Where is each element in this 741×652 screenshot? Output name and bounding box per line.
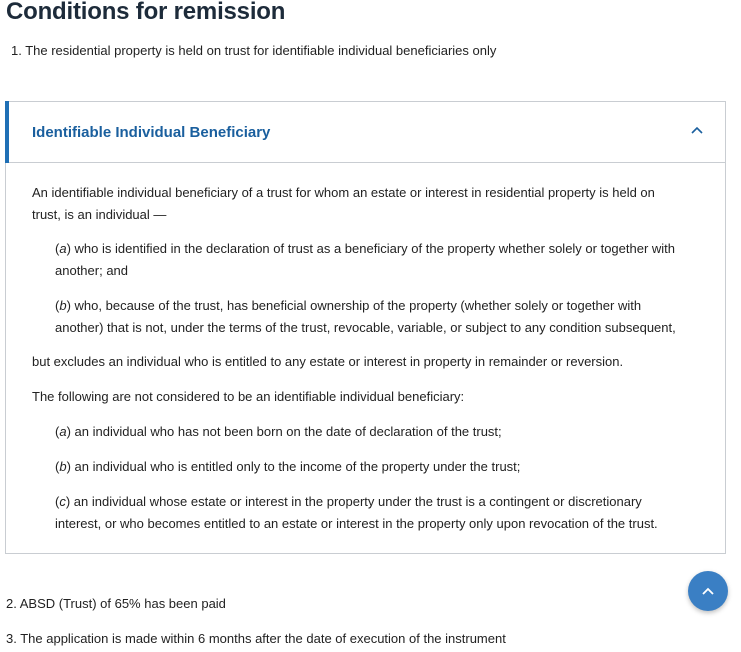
criterion-text-line-1: who, because of the trust, has beneficial ownership of the property (whether solely or together with <box>74 298 642 313</box>
criterion-a: (a) who is identified in the declaration of trust as a beneficiary of the property whether solely or together with another; and <box>55 241 676 278</box>
accordion-identifiable-individual-beneficiary <box>5 101 726 554</box>
criterion-marker: b <box>59 298 67 313</box>
accordion-header[interactable] <box>6 102 725 163</box>
criterion-marker: c <box>59 494 66 509</box>
back-to-top-button[interactable] <box>688 571 728 611</box>
criterion-text-line-1: an individual who has not been born on the date of declaration of the trust; <box>74 424 502 439</box>
criterion-marker: a <box>59 241 67 256</box>
not-considered-heading: The following are not considered to be an identifiable individual beneficiary: <box>32 389 465 404</box>
condition-2: 2. ABSD (Trust) of 65% has been paid <box>6 596 226 611</box>
intro-paragraph <box>32 182 655 226</box>
not-considered-a: (a) an individual who has not been born on the date of declaration of the trust; <box>55 424 502 439</box>
criterion-marker: a <box>59 424 67 439</box>
page-title: Conditions for remission <box>6 0 286 25</box>
intro-line-1: An identifiable individual beneficiary of a trust for whom an estate or interest in residential property is held on <box>32 185 655 200</box>
criterion-b: (b) who, because of the trust, has beneficial ownership of the property (whether solely or together with another) that is not, under the terms of the trust, revocable, variable, or subject to any condition subsequent, <box>55 298 676 335</box>
criterion-text-line-1: who is identified in the declaration of trust as a beneficiary of the property whether solely or together with <box>74 241 676 256</box>
accordion-title[interactable]: Identifiable Individual Beneficiary <box>32 124 271 141</box>
condition-1: 1. The residential property is held on trust for identifiable individual beneficiaries only <box>11 43 497 58</box>
criterion-text-line-1: an individual who is entitled only to the income of the property under the trust; <box>74 459 521 474</box>
intro-line-2: trust, is an individual — <box>32 207 167 222</box>
chevron-up-icon <box>700 583 716 599</box>
accordion-accent-bar <box>5 101 9 163</box>
condition-3: 3. The application is made within 6 months after the date of execution of the instrument <box>6 631 506 646</box>
chevron-up-icon[interactable] <box>690 123 704 137</box>
criterion-text-line-1: an individual whose estate or interest in the property under the trust is a contingent or discretionary <box>73 494 642 509</box>
criterion-text-line-2: interest, or who becomes entitled to an estate or interest in the property only upon revocation of the trust. <box>55 516 658 531</box>
not-considered-b: (b) an individual who is entitled only to the income of the property under the trust; <box>55 459 521 474</box>
exclusion-text: but excludes an individual who is entitled to any estate or interest in property in remainder or reversion. <box>32 354 624 369</box>
criterion-marker: b <box>59 459 67 474</box>
not-considered-c: (c) an individual whose estate or interest in the property under the trust is a contingent or discretionary interest, or who becomes entitled to an estate or interest in the property only upon revocation of the trust. <box>55 494 658 531</box>
criterion-text-line-2: another) that is not, under the terms of the trust, revocable, variable, or subject to any condition subsequent, <box>55 320 676 335</box>
criterion-text-line-2: another; and <box>55 263 129 278</box>
